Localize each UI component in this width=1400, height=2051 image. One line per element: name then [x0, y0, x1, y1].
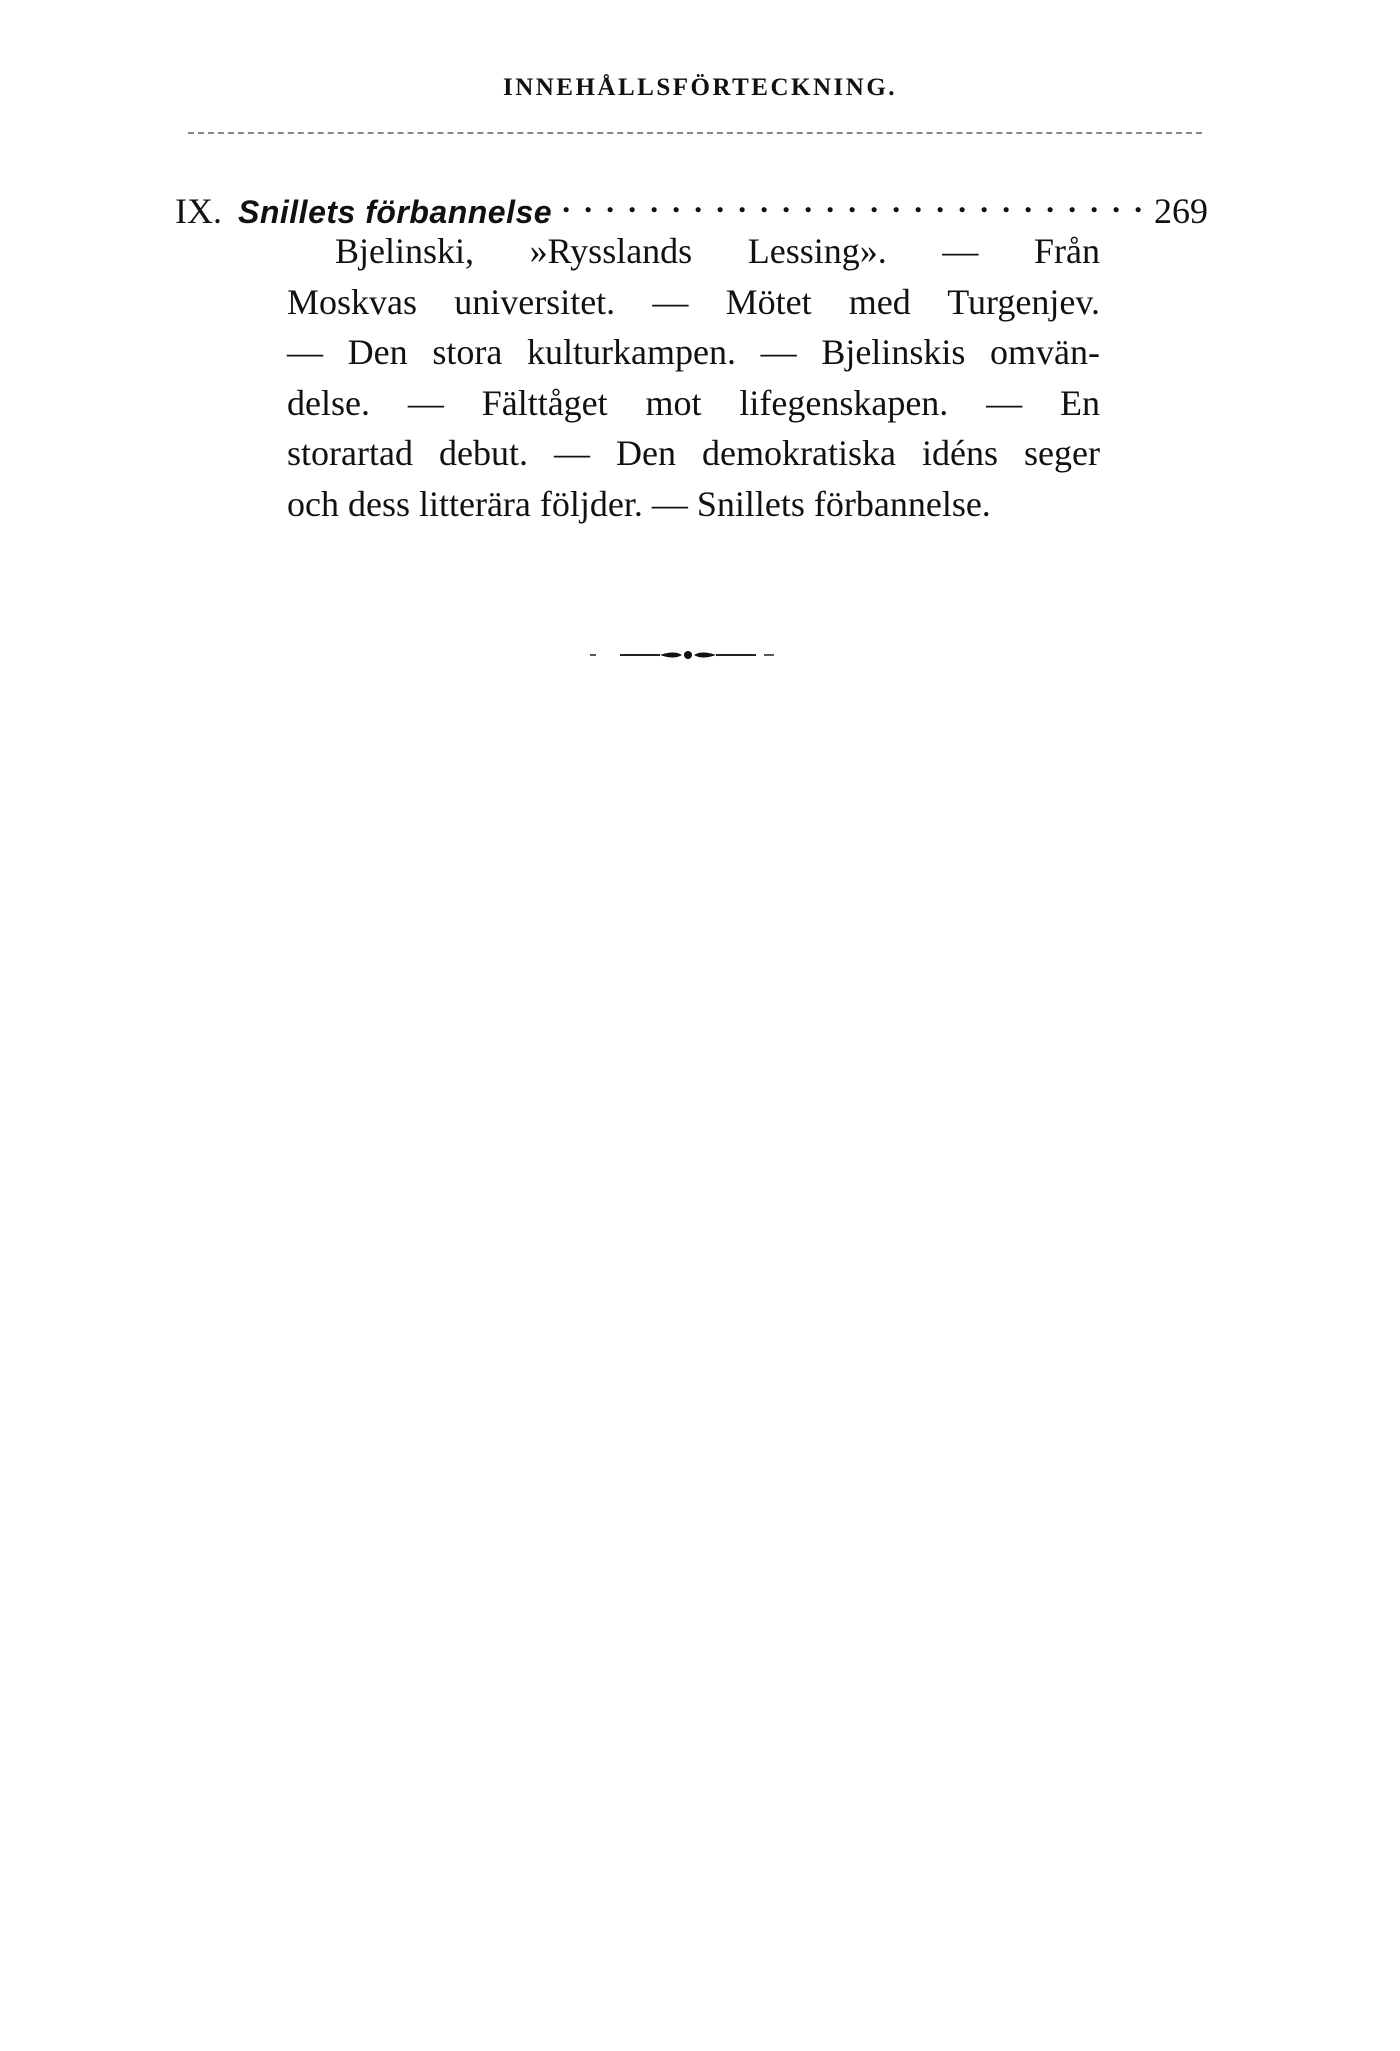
chapter-summary: [287, 226, 1100, 529]
summary-line: Moskvas universitet. — Mötet med Turgenjev.: [287, 281, 1100, 322]
summary-line: Bjelinski, »Rysslands Lessing». — Från: [335, 231, 1100, 271]
summary-line: — Den stora kulturkampen. — Bjelinskis omvän-: [287, 332, 1100, 372]
chapter-numeral: IX.: [175, 191, 222, 231]
header-rule: [188, 132, 1202, 134]
chapter-title: Snillets förbannelse: [238, 194, 553, 230]
dot-leaders: [562, 183, 1142, 223]
ornamental-rule-icon: [590, 645, 780, 665]
running-head: INNEHÅLLSFÖRTECKNING.: [502, 74, 898, 101]
page-number: 269: [1154, 191, 1208, 231]
summary-line: delse. — Fälttåget mot lifegenskapen. — En: [287, 382, 1100, 423]
summary-line: och dess litterära följder. — Snillets förbannelse.: [287, 483, 991, 524]
summary-line: storartad debut. — Den demokratiska idéns seger: [287, 433, 1100, 473]
